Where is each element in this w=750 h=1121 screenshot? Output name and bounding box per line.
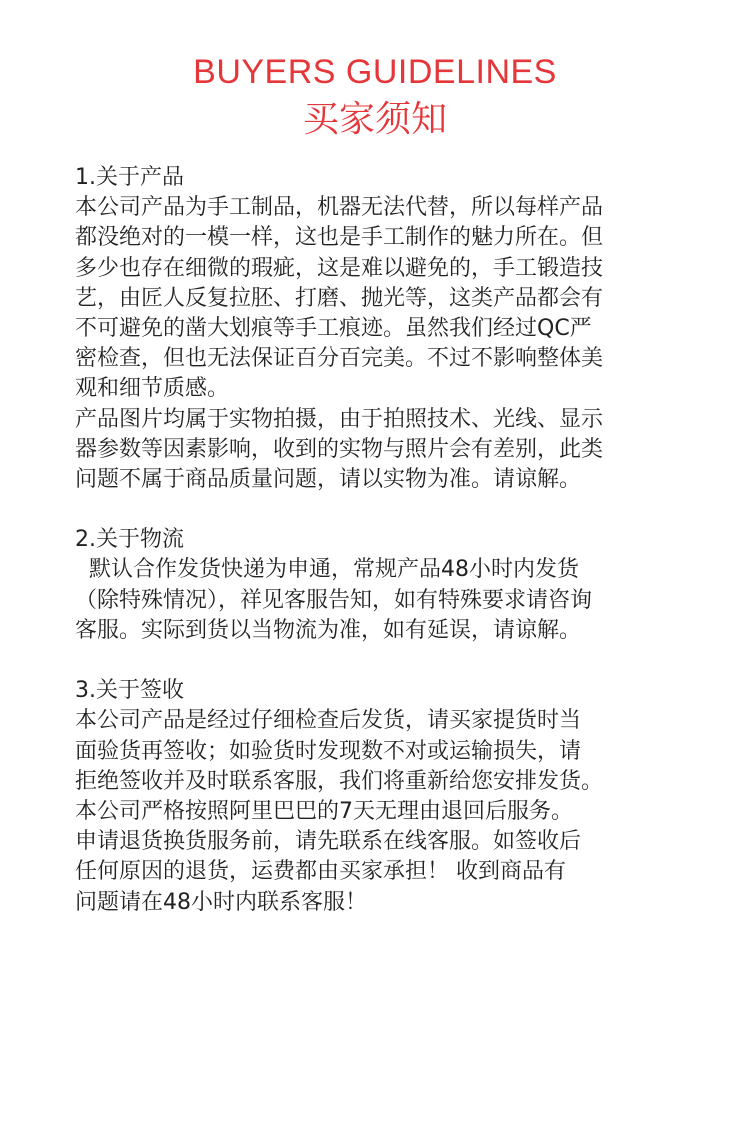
- paragraph-line: 问题请在48小时内联系客服！: [75, 889, 367, 915]
- section-products: [75, 163, 715, 495]
- guidelines-body: [75, 163, 715, 918]
- paragraph-line: 本公司严格按照阿里巴巴的7天无理由退回后服务。: [75, 798, 573, 824]
- paragraph-line: 任何原因的退货，运费都由买家承担！ 收到商品有: [75, 859, 566, 885]
- paragraph-line: 都没绝对的一模一样，这也是手工制作的魅力所在。但: [75, 225, 604, 251]
- paragraph-line: 器参数等因素影响，收到的实物与照片会有差别，此类: [75, 436, 604, 462]
- section-heading: 1.关于产品: [75, 165, 184, 190]
- paragraph-line: 申请退货换货服务前，请先联系在线客服。如签收后: [75, 829, 582, 855]
- paragraph-line: 拒绝签收并及时联系客服，我们将重新给您安排发货。: [75, 768, 604, 794]
- paragraph-line: 观和细节质感。: [75, 376, 230, 402]
- paragraph-line: 本公司产品为手工制品，机器无法代替，所以每样产品: [75, 195, 604, 221]
- paragraph-line: 问题不属于商品质量问题，请以实物为准。请谅解。: [75, 466, 582, 492]
- paragraph-line: 本公司产品是经过仔细检查后发货，请买家提货时当: [75, 708, 582, 734]
- paragraph-line: 客服。实际到货以当物流为准，如有延误，请谅解。: [75, 617, 582, 643]
- paragraph-line: 艺，由匠人反复拉胚、打磨、抛光等，这类产品都会有: [75, 285, 604, 311]
- section-spacer: [75, 495, 715, 525]
- paragraph-line: 多少也存在细微的瑕疵，这是难以避免的，手工锻造技: [75, 255, 604, 281]
- title-english: BUYERS GUIDELINES: [193, 53, 557, 91]
- section-heading: 2.关于物流: [75, 527, 184, 553]
- section-heading: 3.关于签收: [75, 678, 184, 704]
- section-logistics: [75, 525, 715, 646]
- paragraph-line: （除特殊情况），祥见客服告知，如有特殊要求请咨询: [75, 587, 593, 613]
- paragraph-line: 默认合作发货快递为申通，常规产品48小时内发货: [75, 557, 579, 583]
- paragraph-line: 不可避免的凿大划痕等手工痕迹。虽然我们经过QC严: [75, 315, 592, 341]
- paragraph-line: 面验货再签收；如验货时发现数不对或运输损失，请: [75, 738, 582, 764]
- title-chinese: 买家须知: [302, 99, 447, 140]
- paragraph-line: 密检查，但也无法保证百分百完美。不过不影响整体美: [75, 346, 604, 372]
- section-receipt: [75, 676, 715, 918]
- paragraph-line: 产品图片均属于实物拍摄，由于拍照技术、光线、显示: [75, 406, 604, 432]
- section-spacer: [75, 646, 715, 676]
